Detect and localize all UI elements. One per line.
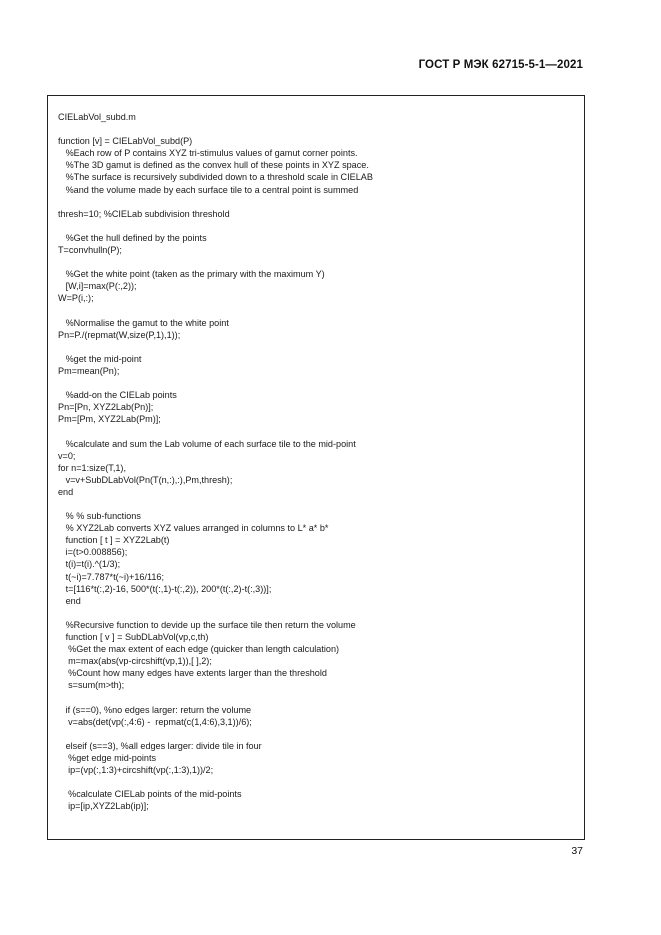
code-line <box>58 377 576 389</box>
code-line <box>58 728 576 740</box>
code-line: %calculate CIELab points of the mid-points <box>58 789 242 800</box>
code-listing-box <box>47 95 585 840</box>
document-standard-header: ГОСТ Р МЭК 62715-5-1—2021 <box>418 59 583 71</box>
code-line: %Get the max extent of each edge (quicker than length calculation) <box>58 644 340 655</box>
code-line: [W,i]=max(P(:,2)); <box>58 281 137 292</box>
code-line: %Normalise the gamut to the white point <box>58 317 229 328</box>
code-line: %Each row of P contains XYZ tri-stimulus values of gamut corner points. <box>58 148 358 159</box>
code-line: %The surface is recursively subdivided down to a threshold scale in CIELAB <box>58 172 373 183</box>
code-line: function [v] = CIELabVol_subd(P) <box>58 136 193 147</box>
code-line: % % sub-functions <box>58 511 141 522</box>
code-line: T=convhulln(P); <box>58 245 122 256</box>
code-line: %Get the hull defined by the points <box>58 232 207 243</box>
code-line: Pm=mean(Pn); <box>58 365 120 376</box>
code-line: %get edge mid-points <box>58 752 157 763</box>
code-line: CIELabVol_subd.m <box>58 112 136 122</box>
code-listing <box>58 111 576 812</box>
code-line: %Get the white point (taken as the primary with the maximum Y) <box>58 269 325 280</box>
code-line <box>58 425 576 437</box>
code-line: i=(t>0.008856); <box>58 547 128 558</box>
code-line: v=abs(det(vp(:,4:6) - repmat(c(1,4:6),3,1))/6); <box>58 716 252 727</box>
code-line <box>58 196 576 208</box>
code-line: s=sum(m>th); <box>58 680 125 691</box>
code-line: thresh=10; %CIELab subdivision threshold <box>58 208 230 219</box>
code-line: t=[116*t(:,2)-16, 500*(t(:,1)-t(:,2)), 200*(t(:,2)-t(:,3))]; <box>58 583 272 594</box>
code-line: ip=(vp(:,1:3)+circshift(vp(:,1:3),1))/2; <box>58 765 214 776</box>
code-line: %calculate and sum the Lab volume of each surface tile to the mid-point <box>58 438 356 449</box>
code-line: Pn=[Pn, XYZ2Lab(Pn)]; <box>58 402 154 413</box>
code-line <box>58 256 576 268</box>
code-line: %The 3D gamut is defined as the convex hull of these points in XYZ space. <box>58 160 369 171</box>
code-line: % XYZ2Lab converts XYZ values arranged in columns to L* a* b* <box>58 523 329 534</box>
code-line <box>58 498 576 510</box>
code-line: Pm=[Pm, XYZ2Lab(Pm)]; <box>58 414 161 425</box>
code-line <box>58 341 576 353</box>
code-line: v=0; <box>58 450 76 461</box>
page-number: 37 <box>571 845 583 857</box>
code-line: W=P(i,:); <box>58 293 94 304</box>
code-line: t(~i)=7.787*t(~i)+16/116; <box>58 571 164 582</box>
code-line: ip=[ip,XYZ2Lab(ip)]; <box>58 801 149 812</box>
code-line <box>58 692 576 704</box>
code-line: v=v+SubDLabVol(Pn(T(n,:),:),Pm,thresh); <box>58 474 233 485</box>
code-line: function [ v ] = SubDLabVol(vp,c,th) <box>58 632 209 643</box>
code-line: end <box>58 486 74 497</box>
code-line: m=max(abs(vp-circshift(vp,1)),[ ],2); <box>58 656 212 667</box>
code-line: %Recursive function to devide up the surface tile then return the volume <box>58 619 356 630</box>
code-line: function [ t ] = XYZ2Lab(t) <box>58 535 170 546</box>
code-line <box>58 123 576 135</box>
code-line: elseif (s==3), %all edges larger: divide tile in four <box>58 740 262 751</box>
code-line: t(i)=t(i).^(1/3); <box>58 559 121 570</box>
code-line: %Count how many edges have extents larger than the threshold <box>58 668 327 679</box>
code-line: %add-on the CIELab points <box>58 390 177 401</box>
code-line: Pn=P./(repmat(W,size(P,1),1)); <box>58 329 181 340</box>
code-line <box>58 220 576 232</box>
code-line: end <box>58 595 81 606</box>
code-line <box>58 305 576 317</box>
code-line <box>58 607 576 619</box>
code-line <box>58 776 576 788</box>
code-line: if (s==0), %no edges larger: return the volume <box>58 704 252 715</box>
code-line: %get the mid-point <box>58 353 142 364</box>
code-line: for n=1:size(T,1), <box>58 462 126 473</box>
code-line: %and the volume made by each surface tile to a central point is summed <box>58 184 359 195</box>
